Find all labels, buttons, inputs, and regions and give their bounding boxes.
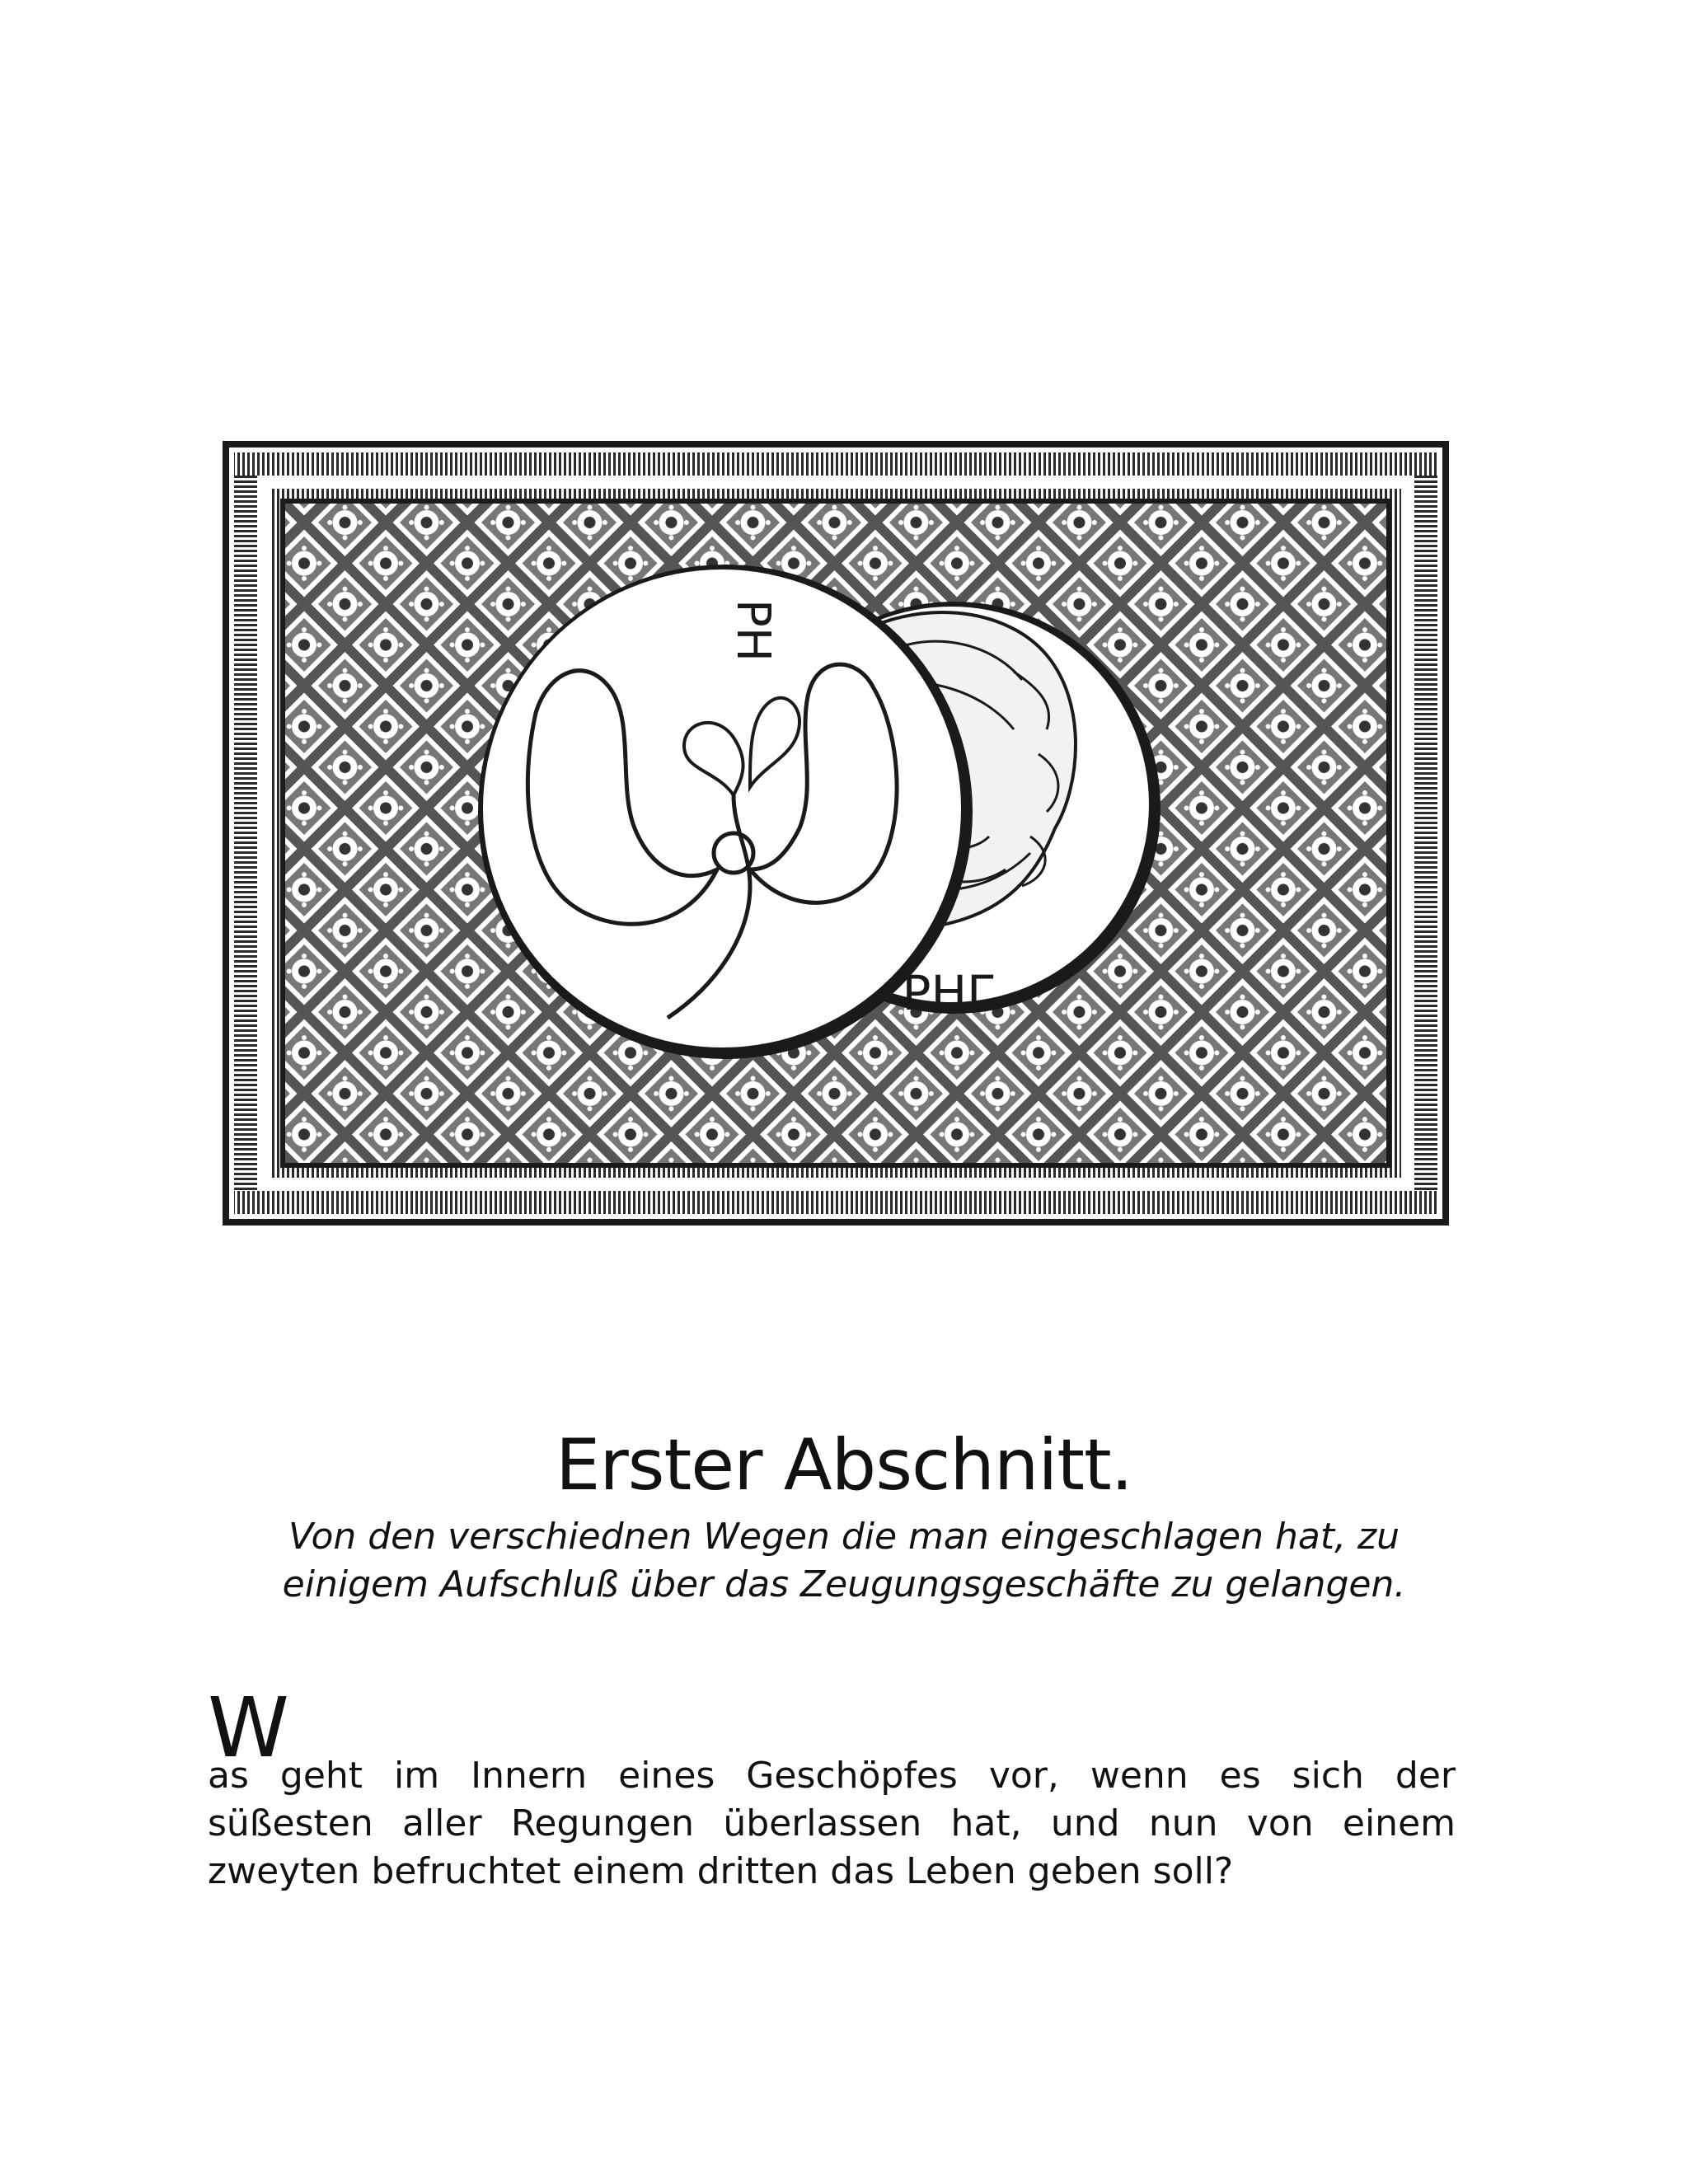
chapter-subtitle bbox=[247, 1513, 1441, 1609]
body-line-text: as geht im Innern eines Geschöpfes vor, wenn es sich der bbox=[208, 1755, 1456, 1797]
body-line bbox=[208, 1680, 1456, 1800]
coin-right-inscription: PHΓ bbox=[902, 965, 994, 1021]
body-paragraph bbox=[208, 1680, 1456, 1896]
body-line: zweyten befruchtet einem dritten das Leben geben soll? bbox=[208, 1850, 1234, 1892]
chapter-title: Erster Abschnitt. bbox=[555, 1423, 1133, 1507]
coin-engraving-illustration bbox=[223, 441, 1449, 1226]
coin-left-inscription: PH bbox=[726, 599, 780, 662]
coin-left bbox=[478, 565, 973, 1059]
subtitle-line: Von den verschiednen Wegen die man eingeschlagen hat, zu bbox=[288, 1516, 1400, 1558]
drop-cap-initial: W bbox=[208, 1680, 288, 1776]
subtitle-line: einigem Aufschluß über das Zeugungsgeschäfte zu gelangen. bbox=[282, 1563, 1406, 1605]
body-line: süßesten aller Regungen überlassen hat, und nun von einem bbox=[208, 1802, 1456, 1844]
